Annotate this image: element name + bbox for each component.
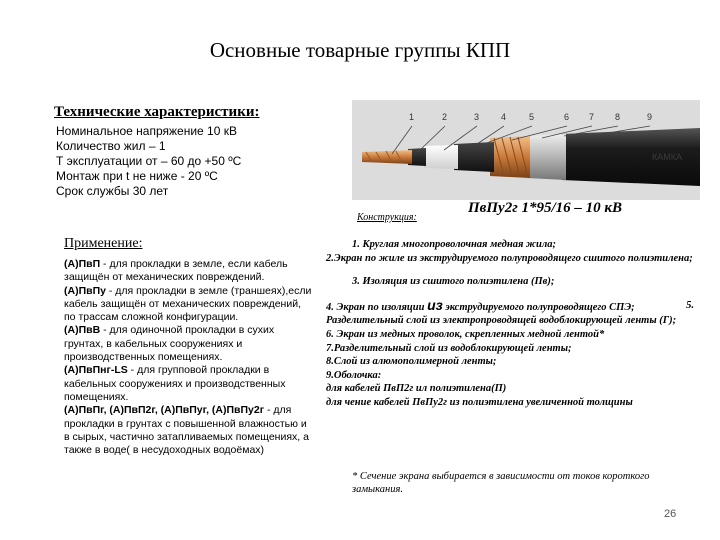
layer-num-9: 9 [647,112,653,122]
layer-4-part-b: экструдируемого полупроводящего СПЭ; [442,301,635,313]
layer-9-variant-b: для чение кабелей ПвПу2г из полиэтилена увеличенной толщины [326,396,633,408]
layer-9: 9.Оболочка: [326,369,382,381]
cable-insulation-screen [454,142,494,172]
application-item [64,364,314,404]
application-item-text: - для групповой прокладки в кабельных сооружениях и производственных помещениях. [64,364,286,403]
layer-2: 2.Экран по жиле из экструдируемого полупроводящего сшитого полиэтилена; [326,252,693,264]
cable-layer-numbers [409,112,652,122]
application-item-text: - для одиночной прокладки в сухих грунтах, в кабельных сооружениях и производственных помещениях. [64,324,275,364]
layer-num-8: 8 [615,112,621,122]
spec-voltage: Номинальное напряжение 10 кВ [56,124,237,138]
cable-insulation [424,145,458,169]
application-item-text: - для прокладки в земле, если кабель защищён от механических повреждений. [64,258,288,284]
layer-8: 8.Слой из алюмополимерной ленты; [326,356,497,368]
construction-layers-list [326,238,704,410]
cable-model: ПвПу2г 1*95/16 – 10 кВ [468,200,623,216]
layer-num-6: 6 [564,112,570,122]
spec-service-life: Срок службы 30 лет [56,184,169,198]
layer-5: Разделительный слой из электропроводящей водоблокирующей ленты (Г); [326,315,677,327]
application-item-text: - для прокладки в земле (траншеях),если кабель защищён от механических повреждений, по трассам сложной конфигурации. [64,284,312,324]
cable-copper-screen [490,136,530,178]
application-item [64,404,314,457]
layer-1: 1. Круглая многопроволочная медная жила; [352,239,556,250]
layer-4-part-a: 4. Экран по изоляции [326,301,428,313]
layer-num-1: 1 [409,112,415,122]
application-item-name: (А)ПвВ [64,324,101,337]
construction-label: Конструкция: [357,212,417,223]
layer-num-5: 5 [529,112,535,122]
page-number: 26 [664,508,677,520]
application-item-name: (А)ПвПг, (А)ПвП2г, (А)ПвПуг, (А)ПвПу2г [64,404,265,417]
page-title: Основные товарные группы КПП [209,38,511,62]
application-list [64,258,314,457]
application-item [64,285,314,325]
application-item-name: (А)ПвПу [64,284,106,297]
spec-cores: Количество жил – 1 [56,139,166,153]
cable-cross-section-image [352,100,700,200]
layer-4 [326,296,704,315]
application-item-name: (А)ПвПнг-LS [64,364,128,377]
layer-4-big-word: из [427,296,443,313]
cable-aluminium-tape [527,134,566,180]
specs-heading: Технические характеристики: [54,104,260,120]
application-item-name: (А)ПвП [64,258,101,270]
layer-3: 3. Изоляция из сшитого полиэтилена (Пв); [352,276,555,288]
layer-num-7: 7 [589,112,595,122]
application-item [64,258,314,285]
svg-text:КАМКА: КАМКА [652,152,682,162]
layer-6: 6. Экран из медных проволок, скрепленных медной лентой* [326,328,605,340]
footnote: * Сечение экрана выбирается в зависимости от токов короткого замыкания. [352,471,650,495]
application-heading: Применение: [64,236,143,251]
layer-num-3: 3 [474,112,480,122]
specs-list [56,124,241,199]
layer-9-variant-a: для кабелей ПвП2г ил полиэтилена(П) [326,383,507,395]
spec-operating-temp: Т эксплуатации от – 60 до +50 ºС [56,154,242,168]
application-item [64,324,314,364]
layer-num-4: 4 [501,112,507,122]
layer-num-2: 2 [442,112,448,122]
spec-install-temp: Монтаж при t не ниже - 20 ºС [56,169,218,183]
layer-5-number: 5. [686,299,694,311]
layer-7: 7.Разделительный слой из водоблокирующей ленты; [326,342,572,354]
application-item-text: - для прокладки в грунтах с повышенной влажностью и в сырых, частично затапливаемых помещениях, а также в воде( в несудоходных водоёмах) [64,404,309,457]
